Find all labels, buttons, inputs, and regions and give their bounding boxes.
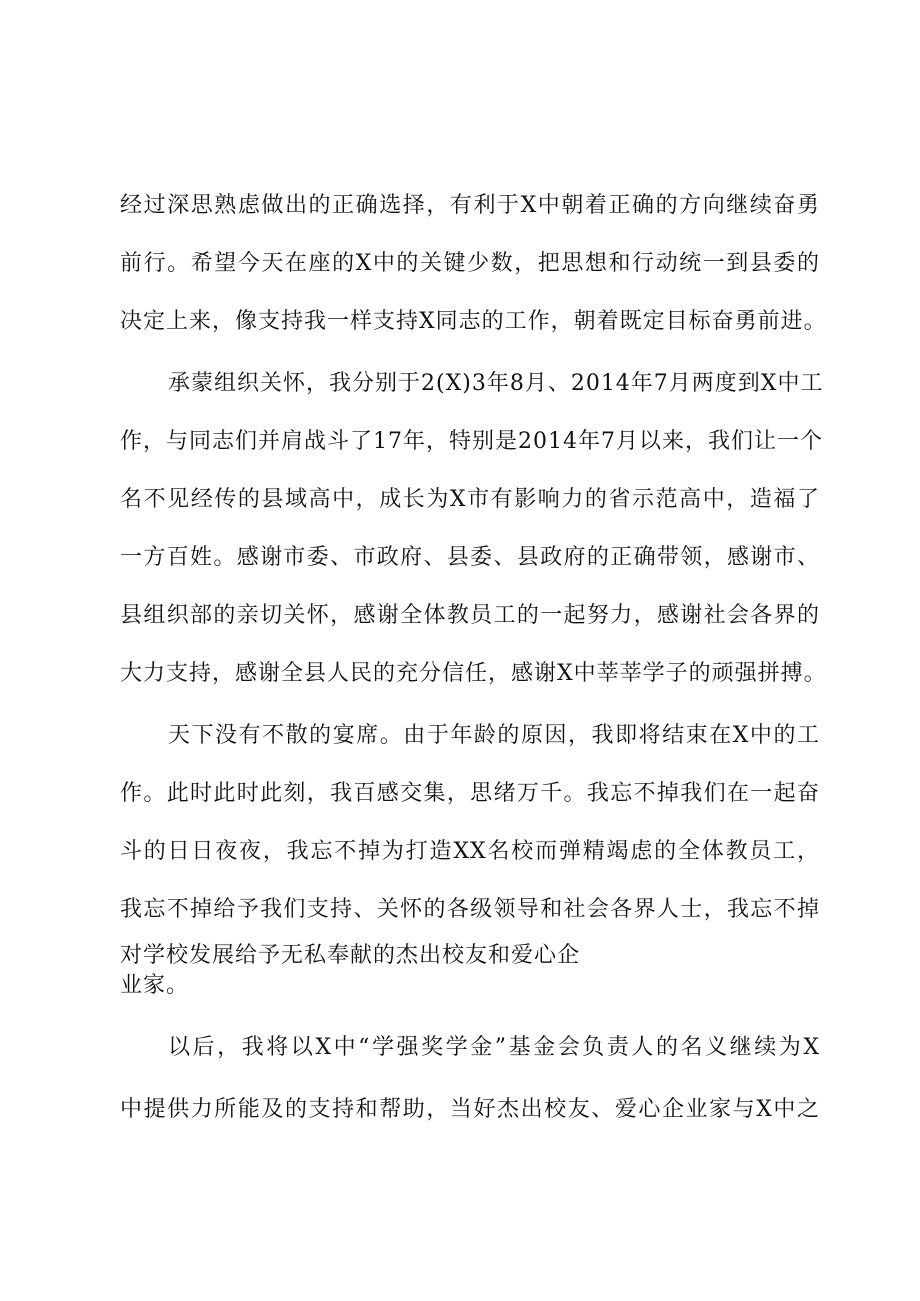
text-line: 业家。	[120, 973, 190, 998]
text-line: 作。此时此时此刻，我百感交集，思绪万千。我忘不掉我们在一起奋	[120, 781, 820, 806]
text-line: 以后，我将以X中“学强奖学金”基金会负责人的名义继续为X	[168, 1035, 820, 1060]
text-line: 决定上来，像支持我一样支持X同志的工作，朝着既定目标奋勇前进。	[120, 309, 827, 334]
text-line: 对学校发展给予无私奉献的杰出校友和爱心企	[120, 943, 581, 968]
text-line: 经过深思熟虑做出的正确选择，有利于X中朝着正确的方向继续奋勇	[120, 193, 820, 218]
text-line: 作，与同志们并肩战斗了17年，特别是2014年7月以来，我们让一个	[120, 429, 823, 454]
text-line: 县组织部的亲切关怀，感谢全体教员工的一起努力，感谢社会各界的	[120, 603, 820, 628]
text-line: 大力支持，感谢全县人民的充分信任，感谢X中莘莘学子的顽强拼搏。	[120, 661, 827, 686]
text-line: 前行。希望今天在座的X中的关键少数，把思想和行动统一到县委的	[120, 251, 820, 276]
text-line: 一方百姓。感谢市委、市政府、县委、县政府的正确带领，感谢市、	[120, 545, 820, 570]
text-line: 天下没有不散的宴席。由于年龄的原因，我即将结束在X中的工	[168, 723, 820, 748]
text-line: 承蒙组织关怀，我分别于2(X)3年8月、2014年7月两度到X中工	[168, 371, 824, 396]
text-line: 斗的日日夜夜，我忘不掉为打造XX名校而弹精竭虑的全体教员工，	[120, 839, 820, 864]
text-line: 中提供力所能及的支持和帮助，当好杰出校友、爱心企业家与X中之	[120, 1097, 820, 1122]
text-line: 名不见经传的县域高中，成长为X市有影响力的省示范高中，造福了	[120, 487, 820, 512]
text-line: 我忘不掉给予我们支持、关怀的各级领导和社会各界人士，我忘不掉	[120, 897, 820, 922]
